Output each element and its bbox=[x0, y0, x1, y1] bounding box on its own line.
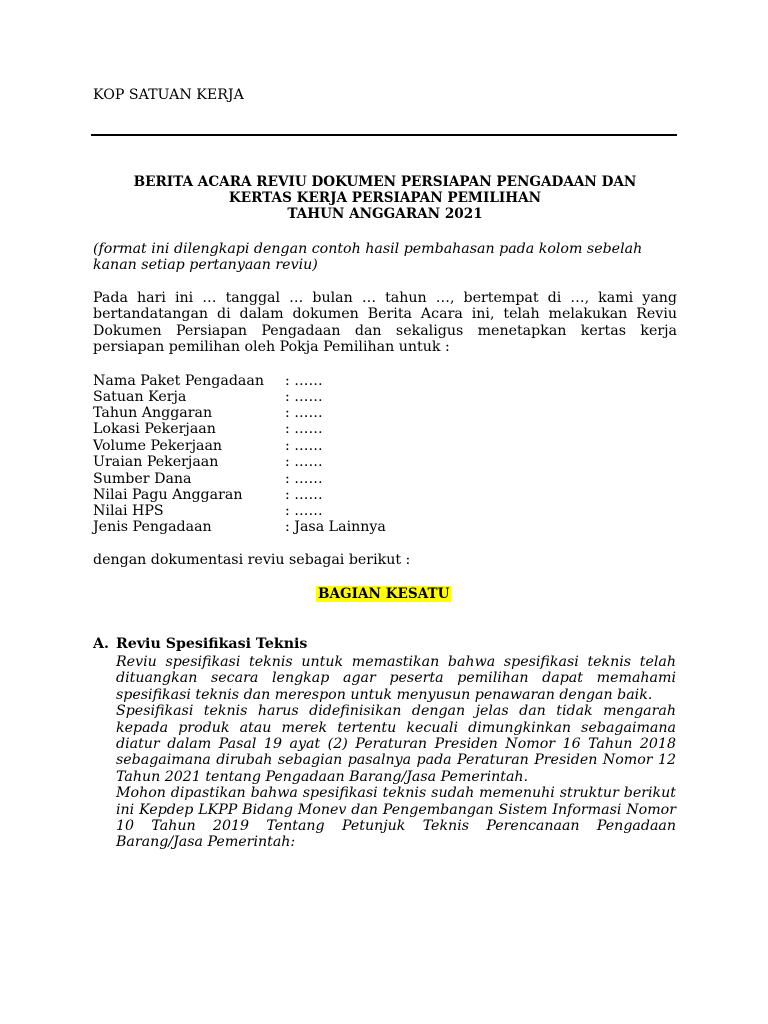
field-label: Uraian Pekerjaan bbox=[93, 454, 219, 470]
format-note: (format ini dilengkapi dengan contoh hasil pembahasan pada kolom sebelah kanan setiap pertanyaan reviu) bbox=[93, 241, 643, 274]
field-label: Satuan Kerja bbox=[93, 389, 187, 405]
document-title-line-2: KERTAS KERJA PERSIAPAN PEMILIHAN bbox=[228, 190, 542, 206]
field-label: Tahun Anggaran bbox=[93, 405, 213, 421]
letterhead-label: KOP SATUAN KERJA bbox=[93, 87, 244, 103]
section-title: Reviu Spesifikasi Teknis bbox=[116, 636, 308, 652]
field-label: Nilai Pagu Anggaran bbox=[93, 487, 243, 503]
field-value: : …… bbox=[285, 421, 323, 437]
field-value: : …… bbox=[285, 438, 323, 454]
field-value: : …… bbox=[285, 454, 323, 470]
closing-sentence: dengan dokumentasi reviu sebagai berikut : bbox=[93, 552, 411, 568]
field-value: : …… bbox=[285, 487, 323, 503]
field-value: : …… bbox=[285, 389, 323, 405]
part-heading: BAGIAN KESATU bbox=[318, 586, 450, 602]
field-label: Sumber Dana bbox=[93, 471, 192, 487]
section-paragraph: Mohon dipastikan bahwa spesifikasi teknis sudah memenuhi struktur berikut ini Kepdep LKPP Bidang Monev dan Pengembangan Sistem Informasi Nomor 10 Tahun 2019 Tentang Petunjuk Teknis Perencanaan Pengadaan Barang/Jasa Pemerintah: bbox=[116, 785, 676, 851]
letterhead-divider bbox=[91, 134, 677, 136]
field-label: Nilai HPS bbox=[93, 503, 164, 519]
section-paragraph: Reviu spesifikasi teknis untuk memastikan bahwa spesifikasi teknis telah dituangkan secara lengkap agar peserta pemilihan dapat memahami spesifikasi teknis dan merespon untuk menyusun penawaran dengan baik. bbox=[116, 654, 676, 703]
field-value: : …… bbox=[285, 405, 323, 421]
document-title-line-3: TAHUN ANGGARAN 2021 bbox=[287, 206, 483, 222]
field-label: Nama Paket Pengadaan bbox=[93, 373, 264, 389]
field-value: : …… bbox=[285, 471, 323, 487]
field-value: : …… bbox=[285, 373, 323, 389]
document-title-line-1: BERITA ACARA REVIU DOKUMEN PERSIAPAN PENGADAAN DAN bbox=[133, 174, 637, 190]
section-paragraph: Spesifikasi teknis harus didefinisikan dengan jelas dan tidak mengarah kepada produk atau merek tertentu kecuali dimungkinkan sebagaimana diatur dalam Pasal 19 ayat (2) Peraturan Presiden Nomor 16 Tahun 2018 sebagaimana dirubah sebagian pasalnya pada Peraturan Presiden Nomor 12 Tahun 2021 tentang Pengadaan Barang/Jasa Pemerintah. bbox=[116, 703, 676, 785]
opening-paragraph: Pada hari ini … tanggal … bulan … tahun …, bertempat di …, kami yang bertandatangan di dalam dokumen Berita Acara ini, telah melakukan Reviu Dokumen Persiapan Pengadaan dan sekaligus menetapkan kertas kerja persiapan pemilihan oleh Pokja Pemilihan untuk : bbox=[93, 290, 677, 356]
field-label: Lokasi Pekerjaan bbox=[93, 421, 216, 437]
field-value: : Jasa Lainnya bbox=[285, 519, 386, 535]
section-body bbox=[116, 654, 676, 851]
section-number: A. bbox=[93, 636, 109, 652]
field-value: : …… bbox=[285, 503, 323, 519]
field-label: Jenis Pengadaan bbox=[93, 519, 212, 535]
field-label: Volume Pekerjaan bbox=[93, 438, 223, 454]
